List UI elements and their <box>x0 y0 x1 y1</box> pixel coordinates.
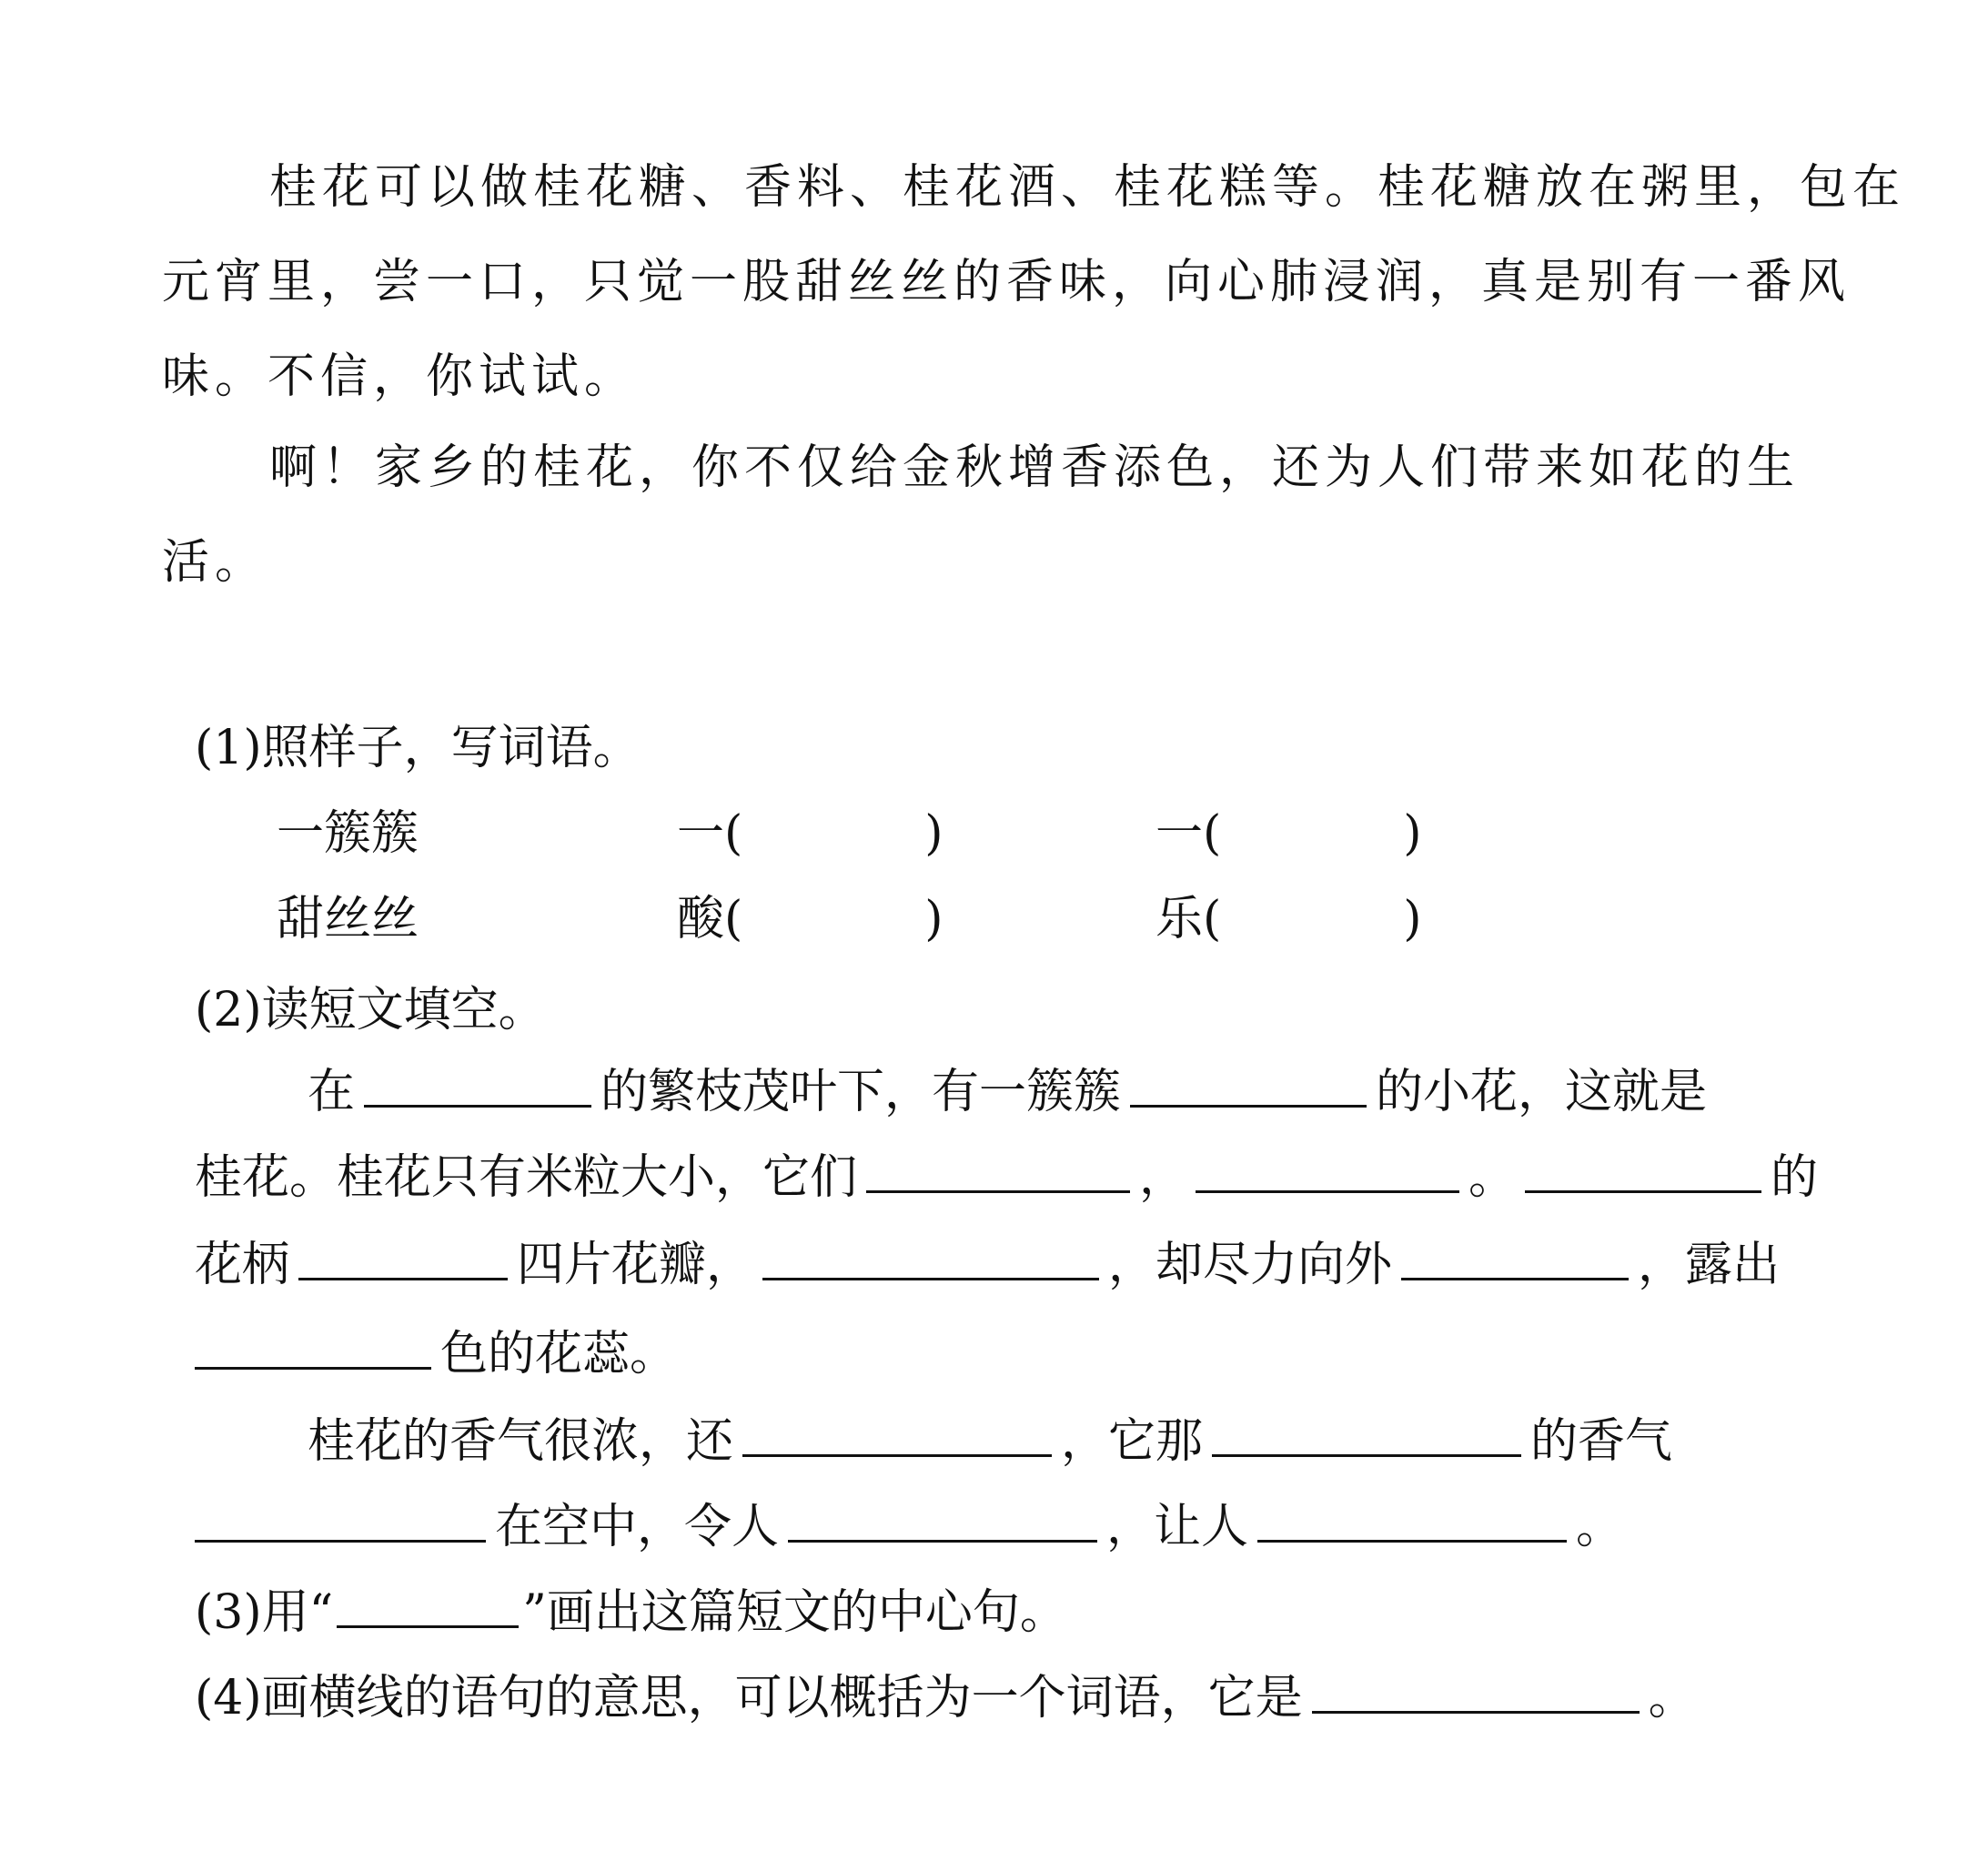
q1-row1-b-close: ) <box>1403 806 1422 861</box>
q2-blank-14[interactable] <box>1257 1500 1567 1543</box>
q1-row2-blank-b[interactable] <box>1155 890 1422 948</box>
q1-title: (1)照样子，写词语。 <box>195 721 641 775</box>
q2-l3-text-b: 四片花瓣， <box>517 1238 754 1292</box>
q2-l2-text-a: 桂花。桂花只有米粒大小，它们 <box>195 1150 858 1205</box>
q2-l3-text-a: 花柄 <box>195 1238 290 1292</box>
q2-line2 <box>195 1148 1818 1207</box>
q4-text-b: 。 <box>1648 1671 1696 1725</box>
passage-p2-line2: 活。 <box>162 535 268 590</box>
q3-line <box>195 1584 1067 1642</box>
q1-example-2: 甜丝丝 <box>277 892 419 946</box>
q2-line3 <box>195 1236 1780 1294</box>
q2-blank-12[interactable] <box>195 1500 486 1543</box>
q4-line <box>195 1669 1696 1727</box>
q3-text-a: (3)用“ <box>195 1585 334 1640</box>
q2-blank-5[interactable] <box>1525 1150 1761 1193</box>
q1-row1-blank-b[interactable] <box>1155 804 1422 863</box>
q3-text-b: ”画出这篇短文的中心句。 <box>522 1585 1067 1640</box>
q1-row1-b-open: 一( <box>1155 806 1222 861</box>
q2-blank-2[interactable] <box>1130 1065 1367 1108</box>
q2-blank-13[interactable] <box>788 1500 1097 1543</box>
q2-blank-8[interactable] <box>1401 1238 1629 1280</box>
q2-line6 <box>195 1498 1623 1556</box>
q2-l1-text-a: 在 <box>308 1065 356 1119</box>
q2-l5-text-c: 的香气 <box>1530 1414 1673 1469</box>
passage-p1-line3: 味。不信，你试试。 <box>162 349 638 404</box>
q2-l6-text-c: 。 <box>1576 1500 1624 1554</box>
q2-title: (2)读短文填空。 <box>195 983 546 1037</box>
q2-blank-4[interactable] <box>1196 1150 1459 1193</box>
q1-row2-blank-a[interactable] <box>677 890 944 948</box>
q3-blank[interactable] <box>337 1585 519 1628</box>
q2-l3-text-c: ，却尽力向外 <box>1108 1238 1393 1292</box>
q2-blank-1[interactable] <box>364 1065 591 1108</box>
passage-p2-line1: 啊！家乡的桂花，你不仅给金秋增香添色，还为人们带来如花的生 <box>269 440 1801 495</box>
q4-text-a: (4)画横线的语句的意思，可以概括为一个词语，它是 <box>195 1671 1303 1725</box>
q1-row1-blank-a[interactable] <box>677 804 944 863</box>
q2-l3-text-d: ，露出 <box>1638 1238 1781 1292</box>
q2-blank-7[interactable] <box>762 1238 1099 1280</box>
q1-row2-a-close: ) <box>924 892 944 946</box>
q4-blank[interactable] <box>1312 1671 1640 1714</box>
passage-p1-line2: 元宵里，尝一口，只觉一股甜丝丝的香味，向心肺浸润，真是别有一番风 <box>162 255 1852 309</box>
q2-line4 <box>195 1325 677 1383</box>
q2-l1-text-c: 的小花，这就是 <box>1376 1065 1708 1119</box>
q1-row2-b-open: 乐( <box>1155 892 1222 946</box>
q1-row1-a-close: ) <box>924 806 944 861</box>
q1-example-1: 一簇簇 <box>277 806 419 861</box>
q1-row1-a-open: 一( <box>677 806 743 861</box>
q2-l4-text-a: 色的花蕊。 <box>440 1327 678 1381</box>
q1-row2-b-close: ) <box>1403 892 1422 946</box>
q2-blank-6[interactable] <box>298 1238 508 1280</box>
q2-l6-text-a: 在空中，令人 <box>495 1500 780 1554</box>
q2-line1 <box>308 1063 1707 1121</box>
passage-p1-line1: 桂花可以做桂花糖、香料、桂花酒、桂花糕等。桂花糖放在粥里，包在 <box>269 160 1906 215</box>
q2-l2-text-c: 。 <box>1468 1150 1517 1205</box>
q2-blank-11[interactable] <box>1212 1414 1521 1457</box>
q2-blank-3[interactable] <box>866 1150 1130 1193</box>
q2-line5 <box>308 1412 1672 1471</box>
q2-l6-text-b: ，让人 <box>1106 1500 1249 1554</box>
q2-blank-10[interactable] <box>742 1414 1052 1457</box>
q1-row2-a-open: 酸( <box>677 892 743 946</box>
q2-l5-text-b: ，它那 <box>1061 1414 1204 1469</box>
q2-l2-text-b: ， <box>1139 1150 1187 1205</box>
q2-l5-text-a: 桂花的香气很浓，还 <box>308 1414 734 1469</box>
q2-l2-text-d: 的 <box>1771 1150 1819 1205</box>
q2-l1-text-b: 的繁枝茂叶下，有一簇簇 <box>600 1065 1122 1119</box>
q2-blank-9[interactable] <box>195 1327 431 1370</box>
